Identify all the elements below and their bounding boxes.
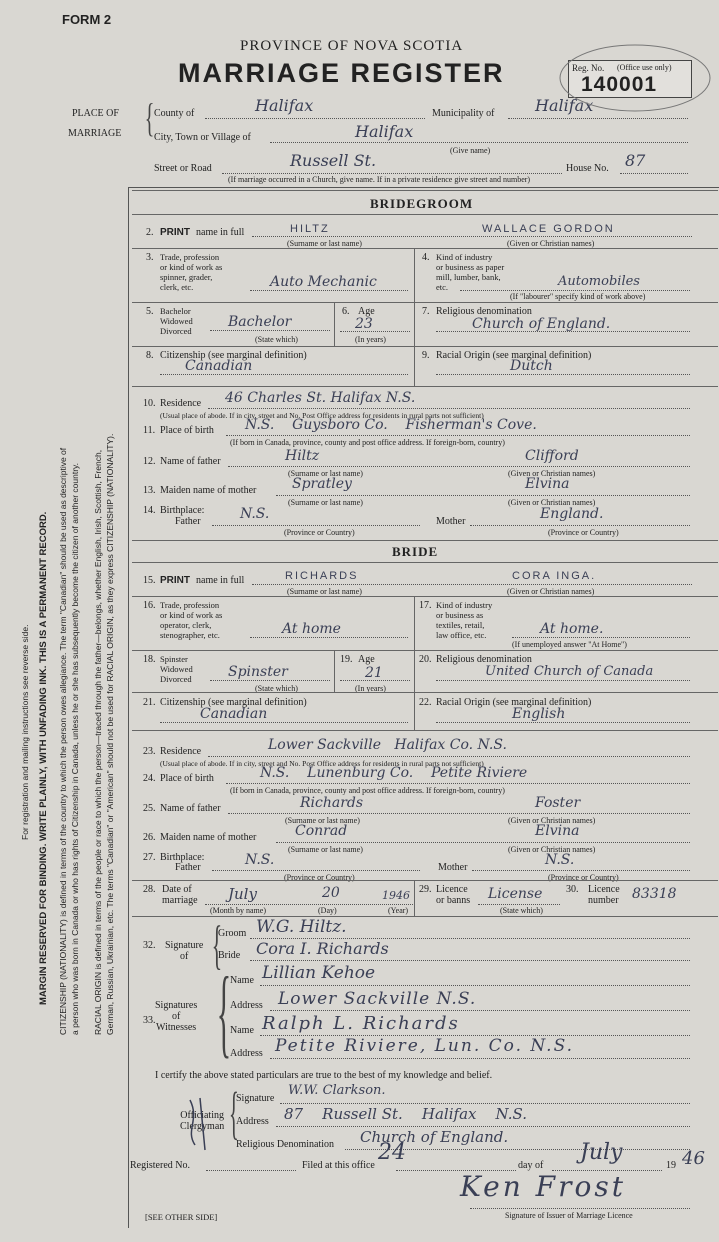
margin-line-1: For registration and mailing instructions see reverse side. — [20, 624, 30, 840]
marriage-n29: 29. — [419, 884, 432, 895]
bride-n20: 20. — [419, 654, 432, 665]
groom-given-caption: (Given or Christian names) — [507, 239, 595, 248]
marriage-year: 1946 — [382, 889, 410, 902]
groom-n7: 7. — [422, 306, 430, 317]
groom-religion-label: Religious denomination — [436, 306, 532, 317]
margin-line-3: CITIZENSHIP (NATIONALITY) is defined in terms of the country to which the person owes allegiance. The term "Canadian" should be used as descriptive of — [58, 447, 68, 1035]
bride-birthplace: N.S. Lunenburg Co. Petite Riviere — [260, 765, 528, 781]
bride-n22: 22. — [419, 697, 432, 708]
groom-bp-father: N.S. — [240, 506, 270, 522]
bride-bp-mother-label: Mother — [438, 862, 468, 873]
w2-name-label: Name — [230, 1025, 254, 1036]
bride-bp-mother-caption: (Province or Country) — [548, 873, 619, 882]
sig-n33: 33. — [143, 1015, 156, 1026]
groom-n9: 9. — [422, 350, 430, 361]
w1-name-label: Name — [230, 975, 254, 986]
registered-label: Registered No. — [130, 1160, 190, 1171]
groom-n13: 13. — [143, 485, 156, 496]
city-label: City, Town or Village of — [154, 132, 251, 143]
municipality-label: Municipality of — [432, 108, 495, 119]
groom-origin-label: Racial Origin (see marginal definition) — [436, 350, 592, 361]
w2-name: Ralph L. Richards — [262, 1013, 460, 1034]
w1-address: Lower Sackville N.S. — [278, 989, 477, 1009]
clergy-sig-label: Signature — [236, 1093, 275, 1104]
groom-n4: 4. — [422, 252, 430, 263]
filed-label: Filed at this office — [302, 1160, 375, 1171]
bride-bp-label: Birthplace: — [160, 852, 205, 863]
groom-status-caption: (State which) — [255, 335, 298, 344]
w2-address: Petite Riviere, Lun. Co. N.S. — [275, 1036, 575, 1056]
bride-n15: 15. — [143, 575, 156, 586]
bride-n21: 21. — [143, 697, 156, 708]
bride-mother-given-caption: (Given or Christian names) — [508, 845, 596, 854]
bride-trade: At home — [282, 621, 341, 637]
groom-father-given-caption: (Given or Christian names) — [508, 469, 596, 478]
w1-name: Lillian Kehoe — [262, 963, 376, 983]
witness-label: Signatures of Witnesses — [155, 1000, 198, 1033]
bride-mother-given: Elvina — [535, 823, 580, 839]
groom-n5: 5. — [146, 306, 154, 317]
bride-surname: RICHARDS — [285, 570, 359, 582]
stamp-oval — [555, 40, 715, 115]
page-title: MARRIAGE REGISTER — [178, 58, 505, 88]
bride-n16: 16. — [143, 600, 156, 611]
bride-father-given: Foster — [535, 795, 581, 811]
groom-name-in-full: name in full — [196, 227, 245, 238]
clergy-address-label: Address — [236, 1116, 269, 1127]
bride-residence-caption: (Usual place of abode. If in city, street and No. Post Office address for residents in rural parts not sufficient) — [160, 759, 484, 768]
bride-sig-label: Bride — [218, 950, 241, 961]
groom-bp-mother: England. — [540, 506, 604, 522]
street-caption: (If marriage occurred in a Church, give name. If in a private residence give street and number) — [228, 175, 531, 184]
margin-line-4: a person who was born in Canada or who has rights of Citizenship in Canada, unless he or she has subsequently become the citizen of another country. — [70, 462, 80, 1035]
marriage-licence: License — [488, 886, 543, 902]
groom-mother-given-caption: (Given or Christian names) — [508, 498, 596, 507]
see-other-side: [SEE OTHER SIDE] — [145, 1212, 218, 1222]
groom-mother-given: Elvina — [525, 476, 570, 492]
bride-father-surname: Richards — [300, 795, 364, 811]
bride-industry-caption: (If unemployed answer "At Home") — [512, 640, 627, 649]
bride-n24: 24. — [143, 773, 156, 784]
bride-bp-mother: N.S. — [545, 852, 575, 868]
margin-line-2: MARGIN RESERVED FOR BINDING. WRITE PLAINLY, WITH UNFADING INK. THIS IS A PERMANENT RECORD. — [38, 511, 49, 1005]
bride-n18: 18. — [143, 654, 156, 665]
groom-surname: HILTZ — [290, 223, 330, 235]
groom-father-given: Clifford — [525, 448, 579, 464]
bride-given: CORA INGA. — [512, 570, 597, 582]
city-value: Halifax — [355, 122, 414, 141]
bride-residence-label: Residence — [160, 746, 202, 757]
place-label-2: MARRIAGE — [68, 128, 122, 139]
bride-origin: English — [512, 706, 566, 722]
municipality-value: Halifax — [535, 96, 594, 115]
marriage-n28: 28. — [143, 884, 156, 895]
marriage-day-caption: (Day) — [318, 906, 337, 915]
bride-bp-father: N.S. — [245, 852, 275, 868]
groom-status: Bachelor — [228, 314, 292, 330]
filed-year-prefix: 19 — [666, 1160, 676, 1171]
marriage-month-caption: (Month by name) — [210, 906, 266, 915]
county-value: Halifax — [255, 96, 314, 115]
groom-industry-caption: (If "labourer" specify kind of work above) — [510, 292, 646, 301]
groom-bp-label: Birthplace: — [160, 505, 205, 516]
bride-mother-surname-caption: (Surname or last name) — [288, 845, 363, 854]
bride-signature: Cora I. Richards — [256, 939, 389, 958]
groom-birthplace: N.S. Guysboro Co. Fisherman's Cove. — [245, 417, 537, 433]
bride-status: Spinster — [228, 664, 288, 680]
witness-brace: { — [216, 956, 232, 1067]
groom-origin: Dutch — [510, 358, 553, 374]
bride-religion: United Church of Canada — [485, 664, 654, 679]
groom-n14: 14. — [143, 505, 156, 516]
marriage-licence-caption: (State which) — [500, 906, 543, 915]
marriage-day: 20 — [322, 885, 340, 901]
street-label: Street or Road — [154, 163, 212, 174]
clergy-religion-label: Religious Denomination — [236, 1139, 335, 1150]
form-number: FORM 2 — [62, 12, 112, 27]
marriage-month: July — [228, 885, 257, 903]
bride-n25: 25. — [143, 803, 156, 814]
bride-trade-label: Trade, profession or kind of work as operator, clerk, stenographer, etc. — [160, 600, 223, 640]
groom-mother-surname: Spratley — [292, 476, 352, 492]
bride-mother-surname: Conrad — [295, 823, 348, 839]
marriage-licence-label: Licence or banns — [436, 884, 471, 906]
groom-birthplace-label: Place of birth — [160, 425, 214, 436]
bride-father-given-caption: (Given or Christian names) — [508, 816, 596, 825]
groom-signature: W.G. Hiltz. — [256, 917, 347, 937]
marriage-n30: 30. — [566, 884, 579, 895]
bride-n17: 17. — [419, 600, 432, 611]
groom-religion: Church of England. — [472, 316, 611, 332]
bride-n23: 23. — [143, 746, 156, 757]
reg-office: (Office use only) — [617, 63, 672, 72]
place-label-1: PLACE OF — [72, 108, 119, 119]
groom-age-label: Age — [358, 306, 375, 317]
groom-sig-label: Groom — [218, 928, 247, 939]
groom-given: WALLACE GORDON — [482, 223, 615, 235]
w1-address-label: Address — [230, 1000, 263, 1011]
groom-father-label: Name of father — [160, 456, 221, 467]
day-of-label: day of — [518, 1160, 544, 1171]
clergy-initials-mark — [180, 1090, 220, 1160]
bride-birthplace-caption: (If born in Canada, province, county and post office address. If foreign-born, country) — [230, 786, 505, 795]
groom-father-surname: Hiltz — [285, 448, 320, 464]
sig-n32: 32. — [143, 940, 156, 951]
groom-n3: 3. — [146, 252, 154, 263]
groom-status-label: Bachelor Widowed Divorced — [160, 306, 193, 336]
bride-bp-father-label: Father — [175, 862, 201, 873]
officiating-label: Officiating Clergyman — [180, 1110, 225, 1132]
bride-surname-caption: (Surname or last name) — [287, 587, 362, 596]
groom-birthplace-caption: (If born in Canada, province, county and post office address. If foreign-born, country) — [230, 438, 505, 447]
house-label: House No. — [566, 163, 609, 174]
bride-religion-label: Religious denomination — [436, 654, 532, 665]
groom-n6: 6. — [342, 306, 350, 317]
bride-bp-father-caption: (Province or Country) — [284, 873, 355, 882]
groom-bp-mother-caption: (Province or Country) — [548, 528, 619, 537]
groom-surname-caption: (Surname or last name) — [287, 239, 362, 248]
groom-father-surname-caption: (Surname or last name) — [288, 469, 363, 478]
reg-label: Reg. No. — [572, 63, 605, 73]
street-value: Russell St. — [290, 151, 377, 170]
filed-year: 46 — [682, 1148, 705, 1169]
groom-age-caption: (In years) — [355, 335, 386, 344]
marriage-year-caption: (Year) — [388, 906, 409, 915]
groom-age: 23 — [355, 316, 373, 332]
issuer-caption: Signature of Issuer of Marriage Licence — [505, 1211, 633, 1220]
bride-mother-label: Maiden name of mother — [160, 832, 257, 843]
bride-print-label: PRINT — [160, 575, 190, 586]
bride-n27: 27. — [143, 852, 156, 863]
bride-citizenship-label: Citizenship (see marginal definition) — [160, 697, 307, 708]
groom-mother-label: Maiden name of mother — [160, 485, 257, 496]
groom-residence-caption: (Usual place of abode. If in city, street and No. Post Office address for residents in rural parts not sufficient) — [160, 411, 484, 420]
groom-bp-father-label: Father — [175, 516, 201, 527]
bride-status-label: Spinster Widowed Divorced — [160, 654, 193, 684]
groom-industry: Automobiles — [558, 274, 640, 289]
province-heading: PROVINCE OF NOVA SCOTIA — [240, 38, 464, 54]
bride-industry-label: Kind of industry or business as textiles, retail, law office, etc. — [436, 600, 493, 640]
w2-address-label: Address — [230, 1048, 263, 1059]
clergy-address: 87 Russell St. Halifax N.S. — [284, 1105, 527, 1123]
bride-father-label: Name of father — [160, 803, 221, 814]
marriage-licence-no-label: Licence number — [588, 884, 620, 906]
groom-mother-surname-caption: (Surname or last name) — [288, 498, 363, 507]
issuer-signature: Ken Frost — [460, 1170, 626, 1203]
bride-citizenship: Canadian — [200, 706, 268, 722]
bride-origin-label: Racial Origin (see marginal definition) — [436, 697, 592, 708]
bride-age-caption: (In years) — [355, 684, 386, 693]
bride-name-in-full: name in full — [196, 575, 245, 586]
groom-residence-label: Residence — [160, 398, 202, 409]
groom-n10: 10. — [143, 398, 156, 409]
house-value: 87 — [625, 151, 646, 170]
bride-age-label: Age — [358, 654, 375, 665]
groom-print-label: PRINT — [160, 227, 190, 238]
filed-month: July — [580, 1140, 623, 1165]
bride-heading: BRIDE — [392, 544, 439, 559]
groom-residence: 46 Charles St. Halifax N.S. — [225, 390, 416, 406]
groom-n12: 12. — [143, 456, 156, 467]
groom-citizenship-label: Citizenship (see marginal definition) — [160, 350, 307, 361]
groom-industry-label: Kind of industry or business as paper mill, lumber, bank, etc. — [436, 252, 505, 292]
groom-trade: Auto Mechanic — [270, 274, 377, 290]
reg-number: 140001 — [581, 73, 658, 96]
marriage-date-label: Date of marriage — [162, 884, 198, 906]
marriage-licence-number: 83318 — [632, 886, 677, 902]
clergy-brace: { — [229, 1080, 239, 1145]
bride-status-caption: (State which) — [255, 684, 298, 693]
margin-line-5: RACIAL ORIGIN is defined in terms of the people or race to which the person—traced through the father—belongs, whether English, Irish, Scottish, French, — [93, 449, 103, 1035]
groom-heading: BRIDEGROOM — [370, 196, 474, 211]
groom-bp-mother-label: Mother — [436, 516, 466, 527]
sig-label: Signature of — [165, 940, 204, 962]
bride-n19: 19. — [340, 654, 353, 665]
bride-age: 21 — [365, 665, 383, 681]
groom-bp-father-caption: (Province or Country) — [284, 528, 355, 537]
county-label: County of — [154, 108, 195, 119]
clergy-religion: Church of England. — [360, 1128, 509, 1146]
bride-father-surname-caption: (Surname or last name) — [285, 816, 360, 825]
bride-residence: Lower Sackville Halifax Co. N.S. — [268, 737, 507, 753]
bride-given-caption: (Given or Christian names) — [507, 587, 595, 596]
groom-n8: 8. — [146, 350, 154, 361]
groom-n11: 11. — [143, 425, 156, 436]
bride-n26: 26. — [143, 832, 156, 843]
certify-text: I certify the above stated particulars are true to the best of my knowledge and belief. — [155, 1070, 493, 1081]
margin-line-6: German, Russian, Ukrainian, etc. The terms "Canadian" or "American" should not be used for RACIAL ORIGIN, as they express CITIZENSHIP (NATIONALITY). — [105, 433, 115, 1035]
groom-citizenship: Canadian — [185, 358, 253, 374]
brace: { — [144, 95, 155, 140]
sig-brace: { — [211, 915, 223, 975]
bride-industry: At home. — [540, 621, 604, 637]
filed-day: 24 — [378, 1140, 406, 1165]
groom-trade-label: Trade, profession or kind of work as spinner, grader, clerk, etc. — [160, 252, 223, 292]
bride-birthplace-label: Place of birth — [160, 773, 214, 784]
clergy-signature: W.W. Clarkson. — [288, 1083, 386, 1098]
give-name-caption: (Give name) — [450, 146, 491, 155]
groom-n2: 2. — [146, 227, 154, 238]
